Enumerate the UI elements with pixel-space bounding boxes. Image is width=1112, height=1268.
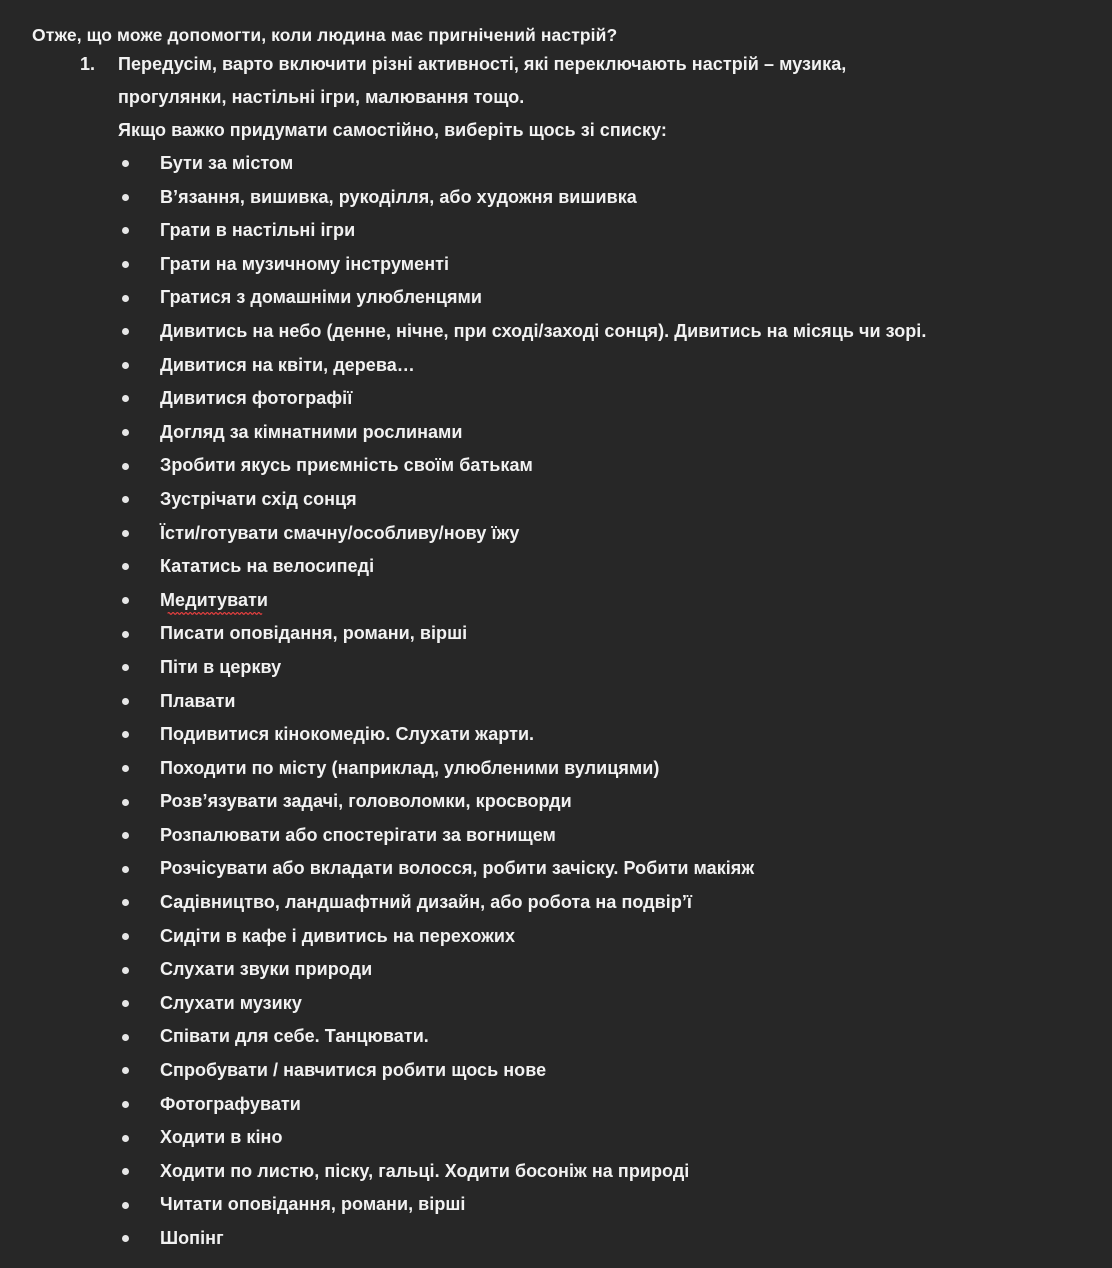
list-item <box>0 416 1112 450</box>
activity-bullet-list <box>0 147 1112 1256</box>
list-item <box>0 449 1112 483</box>
list-item-label: Гратися з домашніми улюбленцями <box>160 287 482 308</box>
list-item-label: Догляд за кімнатними рослинами <box>160 421 463 442</box>
ordered-item-paragraph <box>118 48 1112 1256</box>
list-item <box>0 1088 1112 1122</box>
list-item <box>0 382 1112 416</box>
list-item <box>0 550 1112 584</box>
list-item <box>0 651 1112 685</box>
list-item <box>0 617 1112 651</box>
list-item <box>0 315 1112 349</box>
list-item-label: Походити по місту (наприклад, улюбленими вулицями) <box>160 757 660 778</box>
list-item-label: Сидіти в кафе і дивитись на перехожих <box>160 925 516 946</box>
list-item <box>0 1222 1112 1256</box>
list-item <box>0 517 1112 551</box>
list-item-label: В’язання, вишивка, рукоділля, або художня вишивка <box>160 186 637 207</box>
list-item-label: Їсти/готувати смачну/особливу/нову їжу <box>160 522 520 543</box>
page-title: Отже, що може допомогти, коли людина має пригнічений настрій? <box>32 24 618 45</box>
paragraph-line: Якщо важко придумати самостійно, виберіть щось зі списку: <box>118 120 667 140</box>
list-item <box>0 987 1112 1021</box>
list-item-label: Медитувати <box>160 584 268 618</box>
list-item <box>0 920 1112 954</box>
list-item-label: Кататись на велосипеді <box>160 556 375 577</box>
ordered-list-item <box>0 48 1112 1256</box>
list-item-label: Ходити по листю, піску, гальці. Ходити босоніж на природі <box>160 1160 690 1181</box>
list-item <box>0 886 1112 920</box>
list-item <box>0 819 1112 853</box>
list-item-label: Слухати звуки природи <box>160 959 373 980</box>
list-item <box>0 281 1112 315</box>
list-item <box>0 1188 1112 1222</box>
list-item-label: Шопінг <box>160 1228 224 1248</box>
list-item <box>0 1054 1112 1088</box>
list-item <box>0 214 1112 248</box>
list-item-label: Писати оповідання, романи, вірші <box>160 623 468 644</box>
list-item-label: Плавати <box>160 690 236 711</box>
list-item <box>0 953 1112 987</box>
list-item-label: Дивитися на квіти, дерева… <box>160 354 415 375</box>
paragraph-line: Передусім, варто включити різні активності, які переключають настрій – музика, <box>118 54 847 74</box>
list-item-label: Фотографувати <box>160 1093 301 1114</box>
list-item <box>0 1155 1112 1189</box>
list-item <box>0 181 1112 215</box>
list-item-label: Зробити якусь приємність своїм батькам <box>160 455 533 476</box>
list-item-label: Читати оповідання, романи, вірші <box>160 1194 466 1215</box>
list-item <box>0 852 1112 886</box>
list-item-label: Дивитись на небо (денне, нічне, при сході/заході сонця). Дивитись на місяць чи зорі. <box>160 320 927 341</box>
list-item-label: Піти в церкву <box>160 656 282 677</box>
list-item-label: Співати для себе. Танцювати. <box>160 1026 429 1047</box>
spellcheck-underline-icon <box>160 610 268 616</box>
list-item-label: Ходити в кіно <box>160 1127 283 1148</box>
list-item <box>0 1121 1112 1155</box>
list-item-label: Спробувати / навчитися робити щось нове <box>160 1060 547 1081</box>
list-item-label: Грати на музичному інструменті <box>160 253 450 274</box>
list-item-label: Садівництво, ландшафтний дизайн, або робота на подвір’ї <box>160 892 693 913</box>
list-item <box>0 685 1112 719</box>
list-item <box>0 349 1112 383</box>
list-item-label: Розпалювати або спостерігати за вогнищем <box>160 824 556 845</box>
list-item <box>0 752 1112 786</box>
list-item-label: Слухати музику <box>160 992 302 1013</box>
list-item <box>0 1020 1112 1054</box>
list-item <box>0 584 1112 618</box>
list-item <box>0 483 1112 517</box>
paragraph-line: прогулянки, настільні ігри, малювання тощо. <box>118 87 525 107</box>
list-item-label: Бути за містом <box>160 153 294 173</box>
list-item-label: Розчісувати або вкладати волосся, робити зачіску. Робити макіяж <box>160 858 755 879</box>
list-item-label: Розв’язувати задачі, головоломки, кросворди <box>160 791 572 812</box>
list-item-label: Зустрічати схід сонця <box>160 488 357 509</box>
list-item-label: Дивитися фотографії <box>160 388 353 409</box>
list-item-label: Грати в настільні ігри <box>160 220 356 241</box>
list-item-label: Подивитися кінокомедію. Слухати жарти. <box>160 724 535 745</box>
list-item <box>0 147 1112 181</box>
list-item <box>0 248 1112 282</box>
list-number-marker: 1. <box>80 54 96 74</box>
ordered-list <box>0 48 1112 1256</box>
list-item <box>0 718 1112 752</box>
list-item <box>0 785 1112 819</box>
